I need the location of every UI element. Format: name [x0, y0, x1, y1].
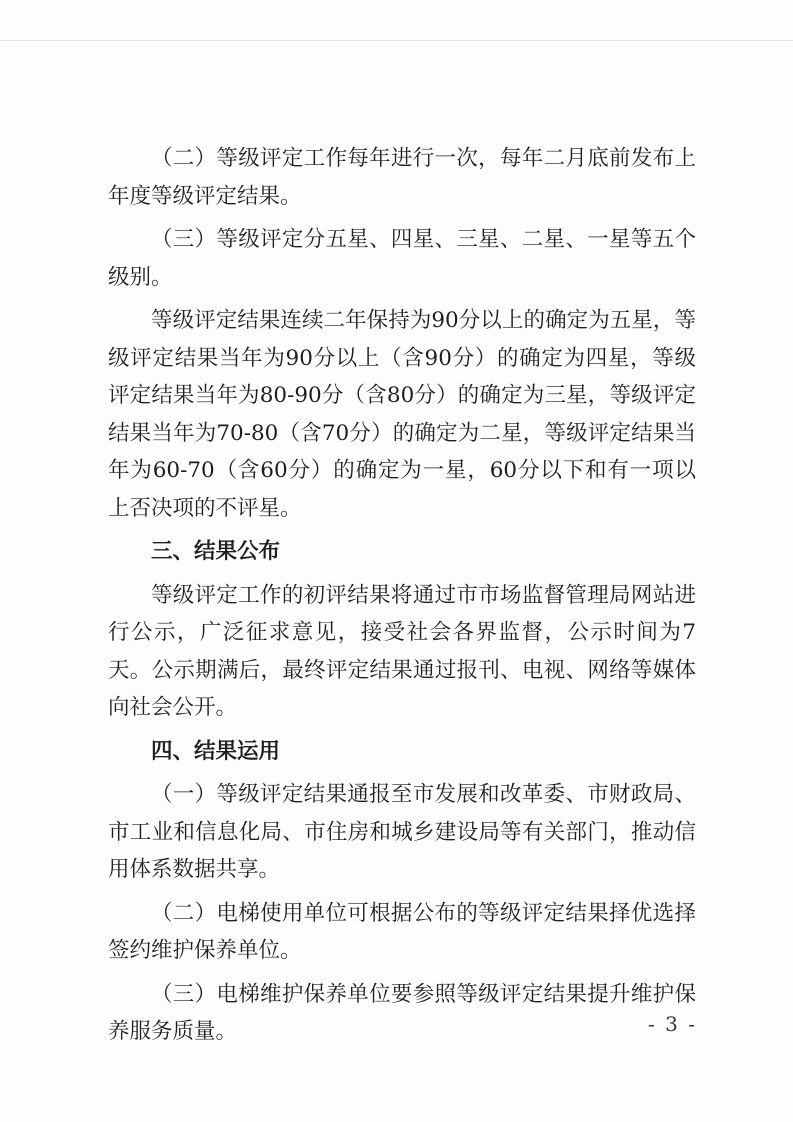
paragraph-data-sharing: （一）等级评定结果通报至市发展和改革委、市财政局、市工业和信息化局、市住房和城乡建设局等有关部门，推动信用体系数据共享。 [108, 782, 696, 882]
paragraph-score-criteria: 等级评定结果连续二年保持为90分以上的确定为五星，等级评定结果当年为90分以上（含90分）的确定为四星，等级评定结果当年为80-90分（含80分）的确定为三星，等级评定结果当年为70-80（含70分）的确定为二星，等级评定结果当年为60-70（含60分）的确定为一星，60分以下和有一项以上否决项的不评星。 [108, 308, 696, 521]
section-heading-results-publication: 三、结果公布 [151, 539, 281, 564]
document-body [108, 140, 696, 1051]
section-heading-results-application: 四、结果运用 [151, 738, 281, 764]
paragraph-user-selection: （二）电梯使用单位可根据公布的等级评定结果择优选择签约维护保养单位。 [108, 900, 696, 963]
paragraph-annual-evaluation: （二）等级评定工作每年进行一次，每年二月底前发布上年度等级评定结果。 [108, 146, 696, 209]
paragraph-publicity: 等级评定工作的初评结果将通过市市场监督管理局网站进行公示，广泛征求意见，接受社会各界监督，公示时间为7天。公示期满后，最终评定结果通过报刊、电视、网络等媒体向社会公开。 [108, 582, 696, 720]
paragraph-service-improvement: （三）电梯维护保养单位要参照等级评定结果提升维护保养服务质量。 [108, 981, 696, 1044]
page-number: - 3 - [648, 1012, 697, 1036]
paragraph-star-levels: （三）等级评定分五星、四星、三星、二星、一星等五个级别。 [108, 227, 696, 290]
top-divider [0, 40, 793, 41]
